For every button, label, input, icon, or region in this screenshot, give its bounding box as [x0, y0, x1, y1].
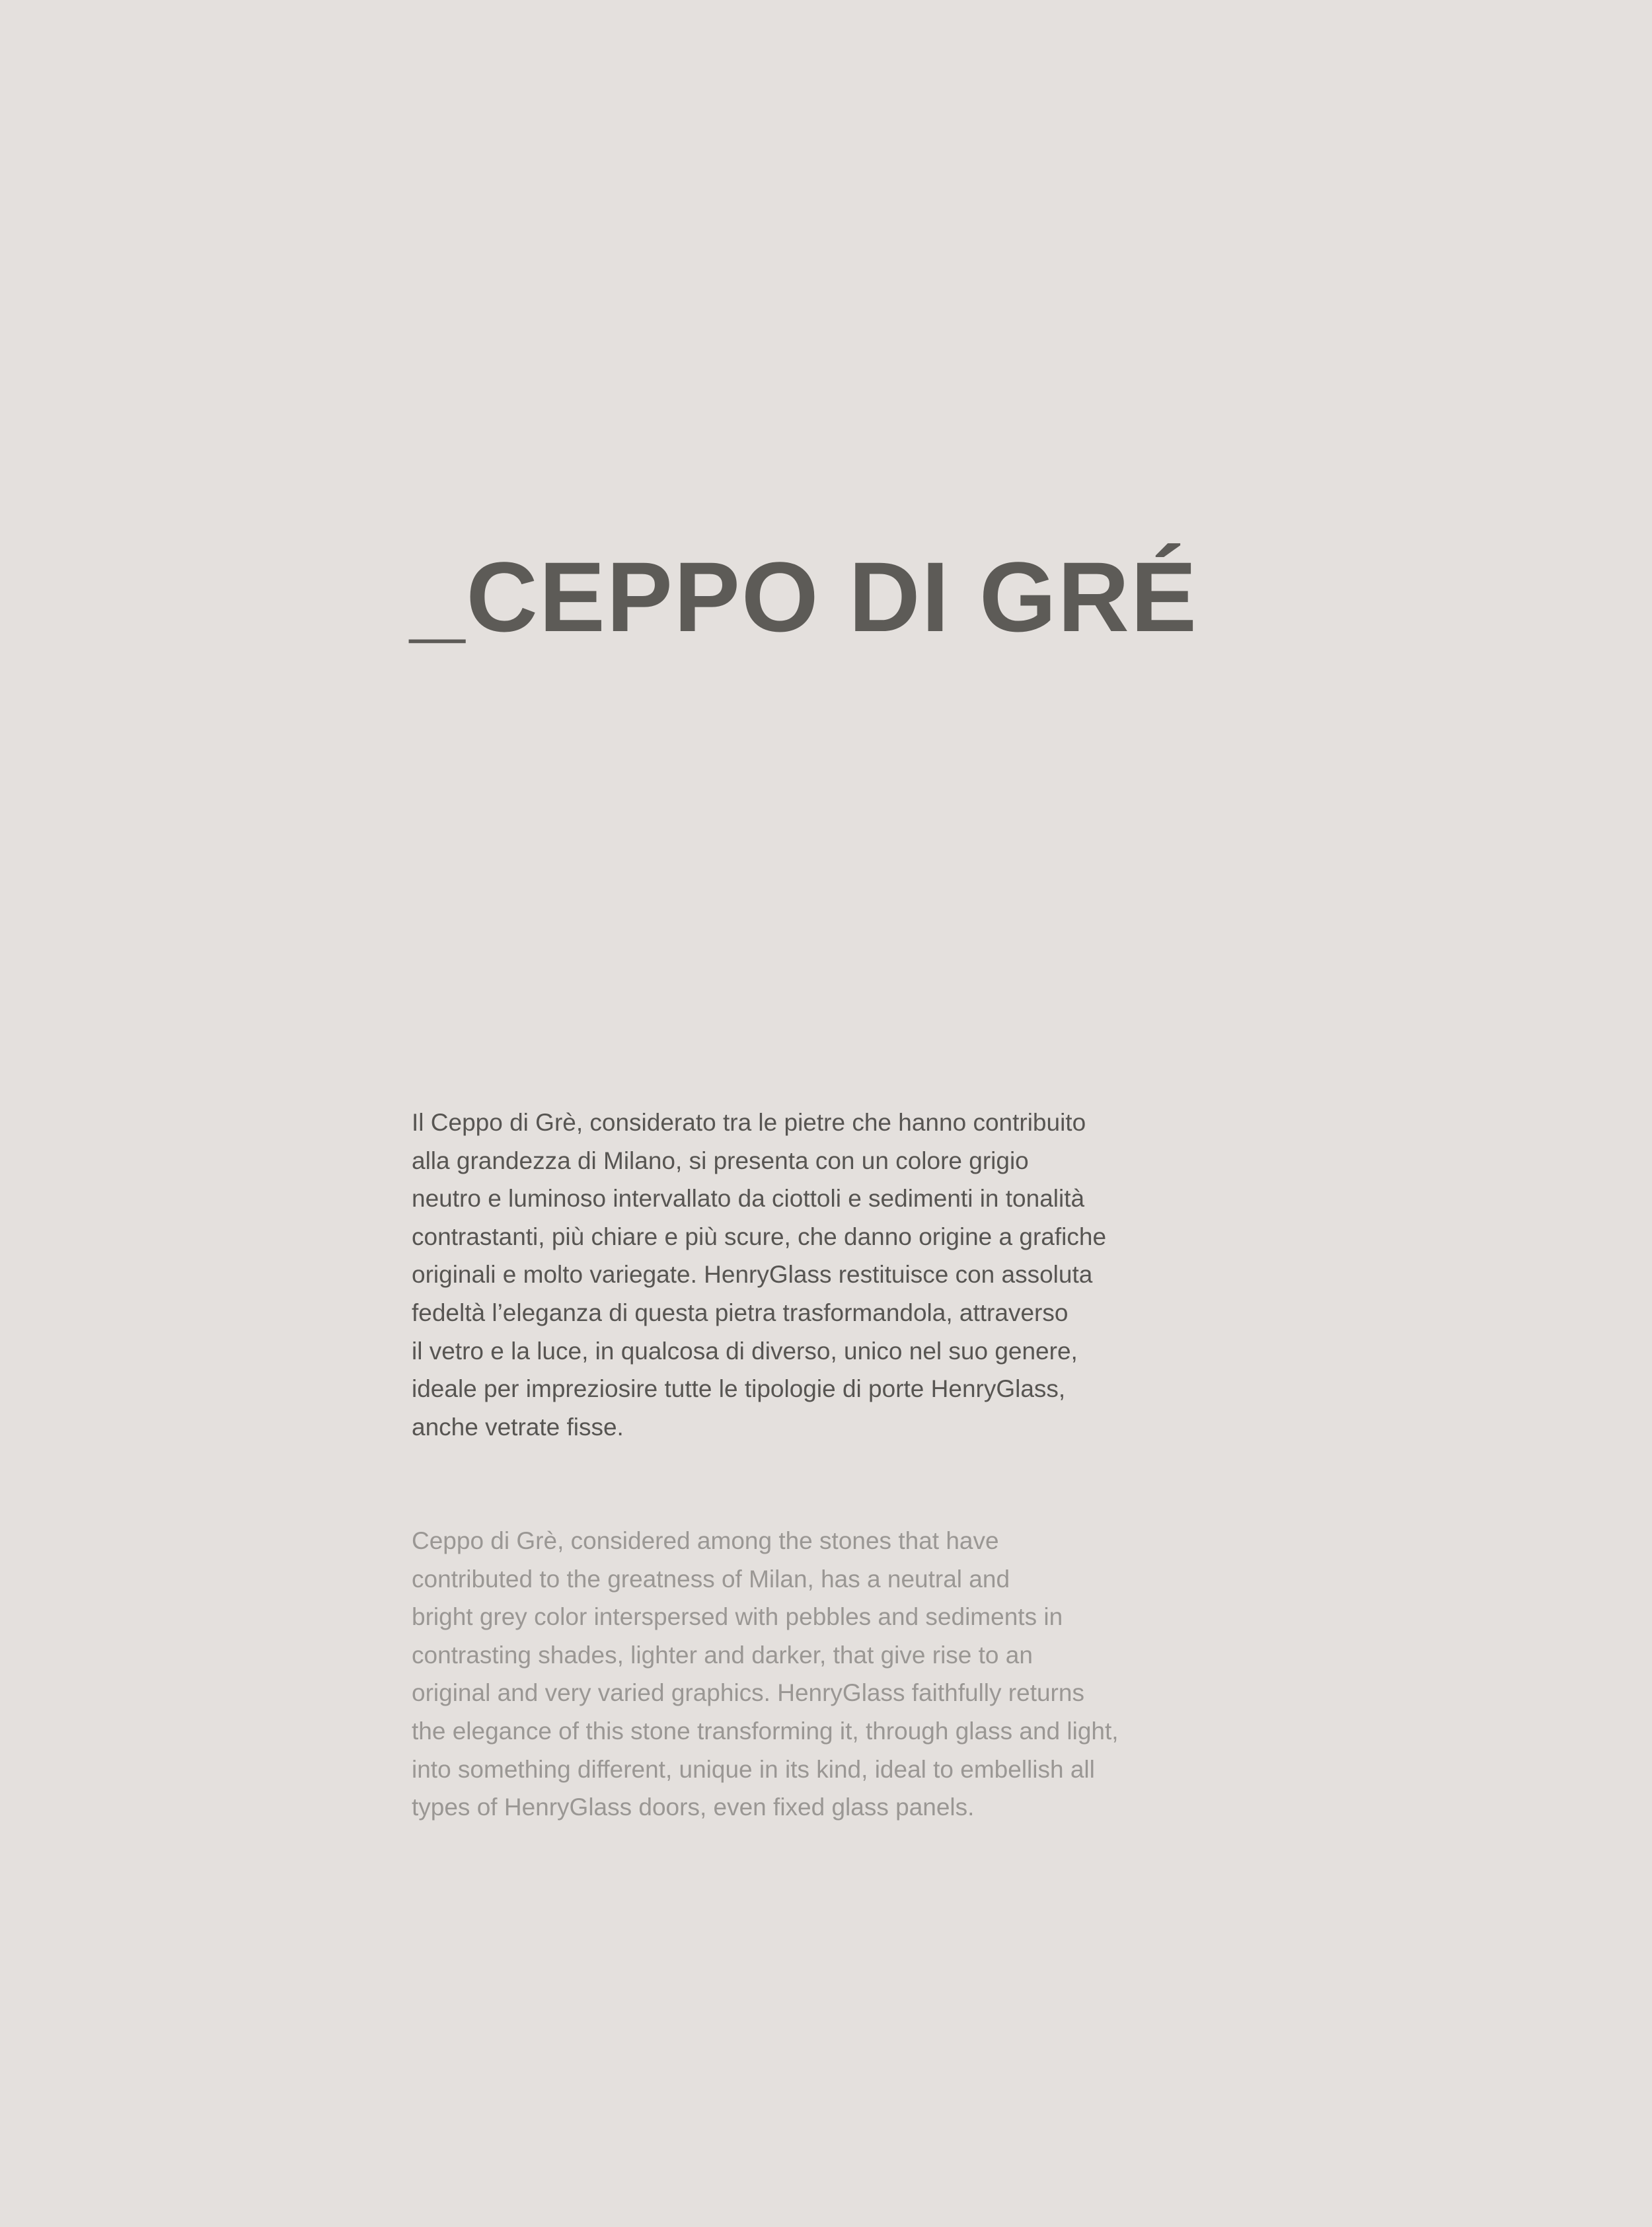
description-italian-line: anche vetrate fisse.	[412, 1413, 624, 1441]
description-english-line: the elegance of this stone transforming it, through glass and light,	[412, 1717, 1119, 1745]
description-english-line: into something different, unique in its kind, ideal to embellish all	[412, 1755, 1095, 1783]
description-english-line: original and very varied graphics. HenryGlass faithfully returns	[412, 1679, 1084, 1707]
description-italian	[412, 1104, 1185, 1446]
description-english-line: types of HenryGlass doors, even fixed glass panels.	[412, 1793, 975, 1821]
description-italian-line: fedeltà l’eleganza di questa pietra trasformandola, attraverso	[412, 1299, 1069, 1326]
description-english-line: contributed to the greatness of Milan, has a neutral and	[412, 1565, 1010, 1593]
description-italian-line: alla grandezza di Milano, si presenta con un colore grigio	[412, 1147, 1029, 1174]
description-italian-line: Il Ceppo di Grè, considerato tra le pietre che hanno contribuito	[412, 1109, 1086, 1136]
description-english-line: contrasting shades, lighter and darker, that give rise to an	[412, 1641, 1033, 1669]
page-title: _CEPPO DI GRÉ	[410, 541, 1198, 652]
description-italian-line: originali e molto variegate. HenryGlass restituisce con assoluta	[412, 1261, 1093, 1289]
description-italian-line: ideale per impreziosire tutte le tipologie di porte HenryGlass,	[412, 1375, 1066, 1403]
description-english-line: bright grey color interspersed with pebbles and sediments in	[412, 1603, 1063, 1631]
description-italian-line: il vetro e la luce, in qualcosa di diverso, unico nel suo genere,	[412, 1337, 1078, 1365]
description-english	[412, 1522, 1185, 1827]
description-italian-line: contrastanti, più chiare e più scure, che danno origine a grafiche	[412, 1223, 1107, 1250]
description-english-line: Ceppo di Grè, considered among the stones that have	[412, 1527, 999, 1554]
description-italian-line: neutro e luminoso intervallato da ciottoli e sedimenti in tonalità	[412, 1185, 1085, 1213]
